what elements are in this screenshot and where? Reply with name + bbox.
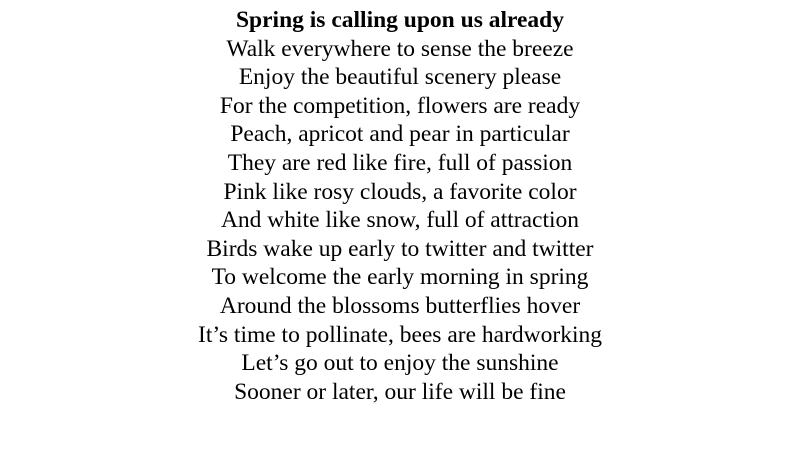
poem-line: They are red like fire, full of passion bbox=[227, 149, 573, 176]
poem-line: Peach, apricot and pear in particular bbox=[230, 121, 570, 148]
poem-line: It’s time to pollinate, bees are hardworking bbox=[198, 321, 602, 348]
poem-title: Spring is calling upon us already bbox=[235, 7, 564, 33]
poem bbox=[0, 6, 800, 406]
poem-line: Birds wake up early to twitter and twitter bbox=[206, 235, 594, 262]
poem-line: For the competition, flowers are ready bbox=[219, 92, 581, 119]
poem-line: Sooner or later, our life will be fine bbox=[234, 378, 566, 405]
poem-line: Around the blossoms butterflies hover bbox=[219, 292, 581, 319]
poem-line: Walk everywhere to sense the breeze bbox=[226, 35, 574, 62]
poem-lines bbox=[0, 35, 800, 407]
poem-line: Let’s go out to enjoy the sunshine bbox=[241, 350, 559, 377]
poem-line: Enjoy the beautiful scenery please bbox=[238, 64, 562, 91]
poem-line: And white like snow, full of attraction bbox=[220, 207, 580, 234]
poem-line: Pink like rosy clouds, a favorite color bbox=[223, 178, 577, 205]
poem-line: To welcome the early morning in spring bbox=[211, 264, 589, 291]
